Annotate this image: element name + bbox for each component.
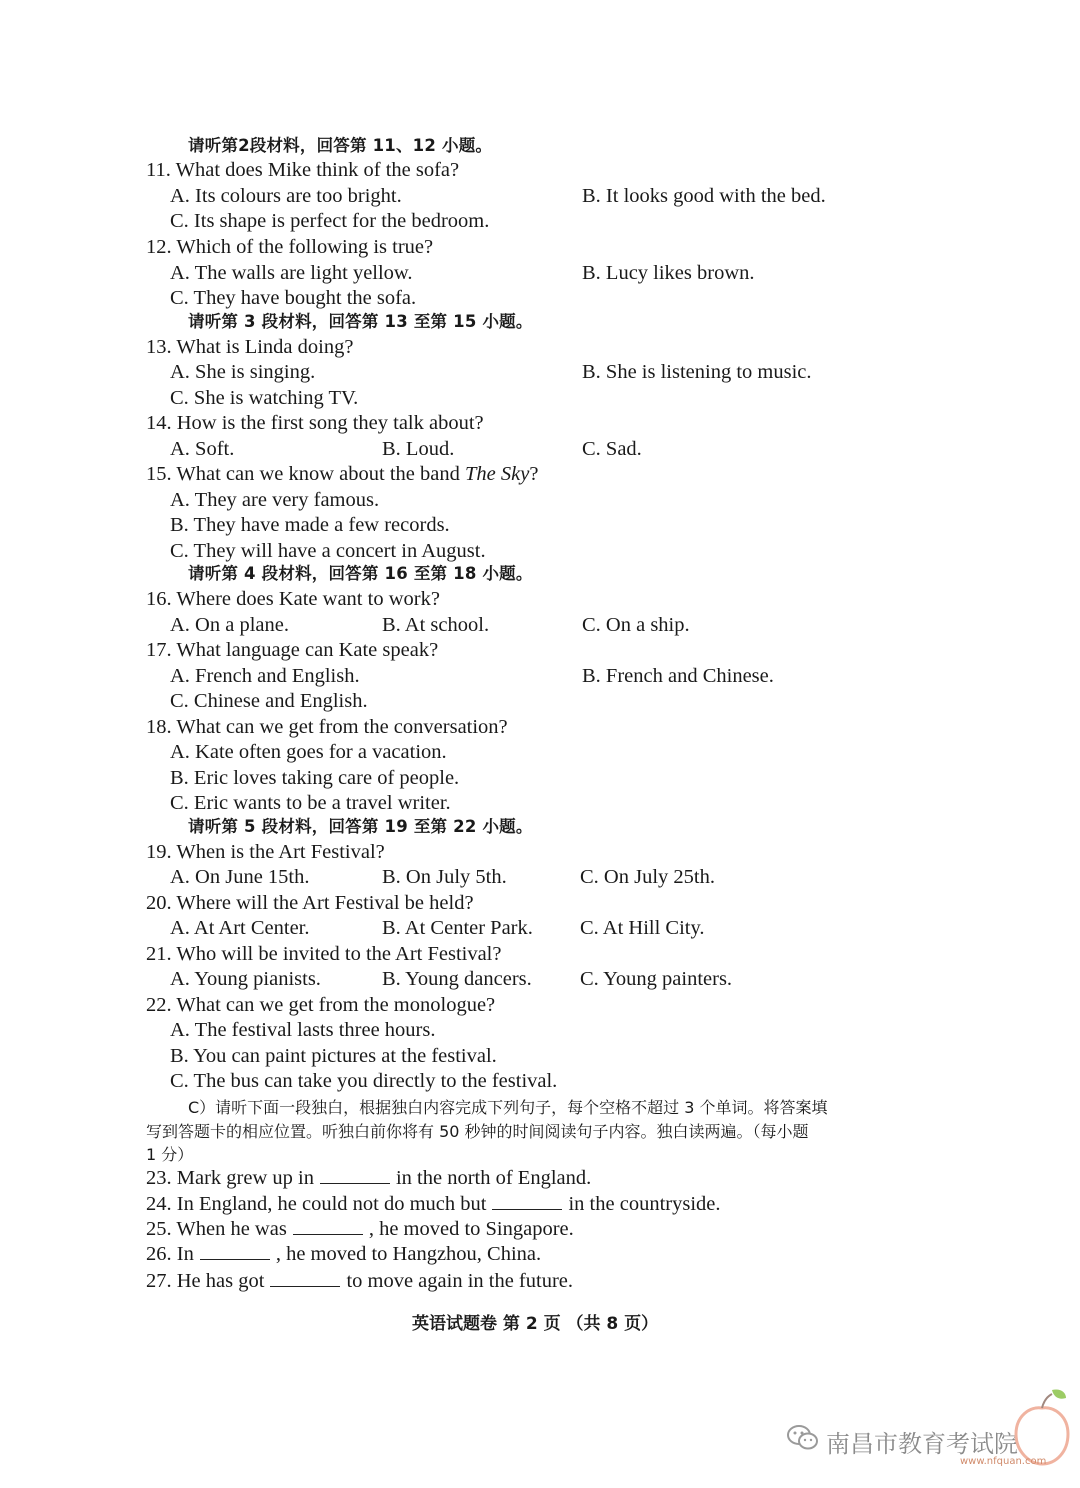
band-name: The Sky	[465, 463, 530, 485]
wechat-icon	[786, 1424, 820, 1452]
answer-blank	[320, 1167, 390, 1184]
question-27-text-end: to move again in the future.	[346, 1270, 574, 1292]
question-16-stem: 16. Where does Kate want to work?	[146, 588, 440, 610]
question-12-stem: 12. Which of the following is true?	[146, 236, 434, 258]
question-21-option-b: B. Young dancers.	[382, 968, 532, 990]
section-heading-3: 请听第 3 段材料，回答第 13 至第 15 小题。	[188, 312, 533, 331]
question-14-option-b: B. Loud.	[382, 438, 455, 460]
question-14-option-a: A. Soft.	[170, 438, 235, 460]
question-22-stem: 22. What can we get from the monologue?	[146, 994, 496, 1016]
question-21-option-a: A. Young pianists.	[170, 968, 321, 990]
question-14-option-c: C. Sad.	[582, 438, 642, 460]
question-15-stem-text: 15. What can we know about the band	[146, 463, 465, 485]
question-22-option-a: A. The festival lasts three hours.	[170, 1019, 436, 1041]
part-c-instruction-line-2: 写到答题卡的相应位置。听独白前你将有 50 秒钟的时间阅读句子内容。独白读两遍。（每小题	[146, 1122, 809, 1141]
question-23-text: 23. Mark grew up in	[146, 1167, 314, 1189]
question-11-option-c: C. Its shape is perfect for the bedroom.	[170, 210, 490, 232]
question-19-stem: 19. When is the Art Festival?	[146, 841, 385, 863]
page-footer: 英语试题卷 第 2 页 （共 8 页）	[412, 1314, 659, 1334]
question-25	[146, 1217, 574, 1241]
question-16-option-a: A. On a plane.	[170, 614, 289, 636]
question-13-option-a: A. She is singing.	[170, 361, 316, 383]
answer-blank	[270, 1270, 340, 1287]
question-13-option-b: B. She is listening to music.	[582, 361, 812, 383]
question-18-stem: 18. What can we get from the conversation?	[146, 716, 508, 738]
question-22-option-c: C. The bus can take you directly to the festival.	[170, 1070, 558, 1092]
question-25-text: 25. When he was	[146, 1218, 287, 1240]
question-18-option-a: A. Kate often goes for a vacation.	[170, 741, 447, 763]
answer-blank	[492, 1193, 562, 1210]
question-23-text-end: in the north of England.	[395, 1167, 592, 1189]
answer-blank	[200, 1243, 270, 1260]
section-heading-5: 请听第 5 段材料，回答第 19 至第 22 小题。	[188, 817, 533, 836]
question-24	[146, 1192, 721, 1216]
question-23	[146, 1166, 591, 1190]
question-27-text: 27. He has got	[146, 1270, 265, 1292]
question-20-stem: 20. Where will the Art Festival be held?	[146, 892, 474, 914]
question-19-option-a: A. On June 15th.	[170, 866, 310, 888]
question-24-text: 24. In England, he could not do much but	[146, 1193, 487, 1215]
question-12-option-c: C. They have bought the sofa.	[170, 287, 417, 309]
question-15-stem-end: ?	[529, 463, 539, 485]
question-24-text-end: in the countryside.	[568, 1193, 721, 1215]
question-11-stem: 11. What does Mike think of the sofa?	[146, 159, 460, 181]
question-19-option-c: C. On July 25th.	[580, 866, 715, 888]
question-12-option-a: A. The walls are light yellow.	[170, 262, 413, 284]
question-11-option-a: A. Its colours are too bright.	[170, 185, 402, 207]
question-26-text-end: , he moved to Hangzhou, China.	[275, 1243, 542, 1265]
watermark-text: 南昌市教育考试院	[826, 1430, 1018, 1458]
question-17-option-a: A. French and English.	[170, 665, 360, 687]
question-12-option-b: B. Lucy likes brown.	[582, 262, 755, 284]
question-14-stem: 14. How is the first song they talk about?	[146, 412, 484, 434]
question-13-option-c: C. She is watching TV.	[170, 387, 359, 409]
question-15-option-b: B. They have made a few records.	[170, 514, 450, 536]
question-18-option-c: C. Eric wants to be a travel writer.	[170, 792, 451, 814]
question-15-option-a: A. They are very famous.	[170, 489, 380, 511]
question-26	[146, 1242, 541, 1266]
watermark-url: www.nfquan.com	[960, 1456, 1047, 1467]
question-17-stem: 17. What language can Kate speak?	[146, 639, 439, 661]
question-26-text: 26. In	[146, 1243, 194, 1265]
question-20-option-b: B. At Center Park.	[382, 917, 533, 939]
question-21-option-c: C. Young painters.	[580, 968, 733, 990]
question-16-option-b: B. At school.	[382, 614, 490, 636]
question-20-option-c: C. At Hill City.	[580, 917, 705, 939]
question-20-option-a: A. At Art Center.	[170, 917, 310, 939]
question-15-option-c: C. They will have a concert in August.	[170, 540, 486, 562]
question-22-option-b: B. You can paint pictures at the festival.	[170, 1045, 497, 1067]
question-17-option-b: B. French and Chinese.	[582, 665, 774, 687]
question-25-text-end: , he moved to Singapore.	[368, 1218, 574, 1240]
question-16-option-c: C. On a ship.	[582, 614, 690, 636]
part-c-instruction-line-1: C）请听下面一段独白，根据独白内容完成下列句子，每个空格不超过 3 个单词。将答案填	[188, 1098, 828, 1117]
question-11-option-b: B. It looks good with the bed.	[582, 185, 826, 207]
section-heading-2: 请听第2段材料，回答第 11、12 小题。	[188, 136, 493, 155]
question-17-option-c: C. Chinese and English.	[170, 690, 368, 712]
answer-blank	[293, 1218, 363, 1235]
question-15-stem	[146, 462, 538, 486]
section-heading-4: 请听第 4 段材料，回答第 16 至第 18 小题。	[188, 564, 533, 583]
question-27	[146, 1269, 573, 1293]
part-c-instruction-line-3: 1 分）	[146, 1145, 194, 1164]
question-19-option-b: B. On July 5th.	[382, 866, 507, 888]
question-13-stem: 13. What is Linda doing?	[146, 336, 354, 358]
question-18-option-b: B. Eric loves taking care of people.	[170, 767, 460, 789]
question-21-stem: 21. Who will be invited to the Art Festival?	[146, 943, 502, 965]
